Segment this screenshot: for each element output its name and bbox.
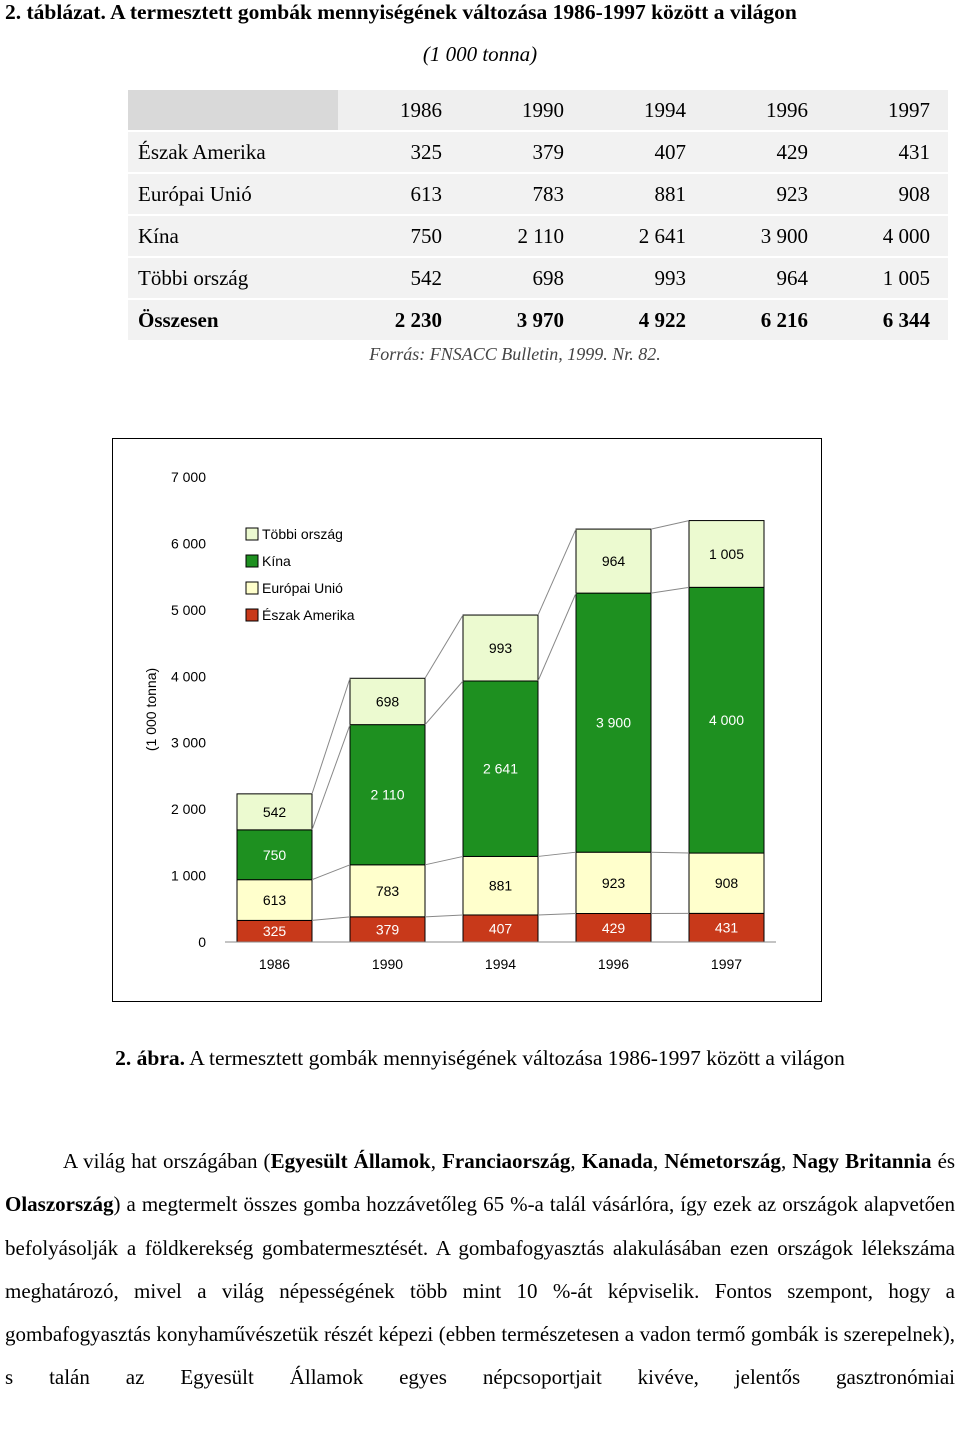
country-name: Franciaország (442, 1149, 571, 1173)
y-tick-label: 0 (198, 934, 206, 950)
paragraph-segment: és (931, 1149, 956, 1173)
series-line (312, 917, 350, 921)
table-cell: 2 230 (338, 300, 460, 340)
paragraph-segment: , (780, 1149, 793, 1173)
data-label: 429 (601, 919, 626, 936)
table-source: Forrás: FNSACC Bulletin, 1999. Nr. 82. (369, 344, 661, 364)
table-cell: 542 (338, 258, 460, 298)
paragraph-segment: A világ hat országában ( (63, 1149, 271, 1173)
y-tick-label: 1 000 (170, 867, 206, 884)
series-line (651, 521, 689, 530)
series-line (425, 915, 463, 917)
legend-swatch (246, 555, 258, 567)
data-label: 923 (601, 874, 626, 891)
paragraph-segment: , (430, 1149, 443, 1173)
x-tick-label: 1990 (371, 956, 404, 972)
table-header-row (128, 90, 948, 130)
y-tick-label: 7 000 (170, 469, 206, 485)
legend-swatch (246, 528, 258, 540)
legend-swatch (246, 582, 258, 594)
x-tick-label: 1996 (597, 956, 630, 972)
row-label: Észak Amerika (128, 132, 338, 172)
table-row (128, 258, 948, 298)
table-corner-cell (128, 90, 338, 130)
table-cell: 2 641 (582, 216, 704, 256)
data-label: 407 (488, 920, 513, 937)
table-row (128, 216, 948, 256)
data-label: 1 005 (708, 545, 745, 562)
data-label: 4 000 (708, 712, 745, 729)
data-label: 2 641 (482, 760, 519, 777)
table-cell: 431 (826, 132, 948, 172)
country-name: Olaszország (5, 1192, 114, 1217)
table-cell: 908 (826, 174, 948, 214)
y-tick-label: 2 000 (170, 801, 206, 818)
data-label: 698 (375, 693, 400, 710)
series-line (651, 587, 689, 593)
series-line (425, 681, 463, 725)
data-label: 3 900 (595, 714, 632, 731)
table-row (128, 174, 948, 214)
y-tick-label: 5 000 (170, 601, 206, 618)
paragraph-segment: , (652, 1149, 665, 1173)
series-line (538, 914, 576, 915)
data-label: 881 (488, 877, 513, 894)
total-row (128, 300, 948, 340)
legend-label: Kína (262, 553, 291, 569)
table-cell: 3 900 (704, 216, 826, 256)
table-cell: 407 (582, 132, 704, 172)
table-cell: 964 (704, 258, 826, 298)
table-unit: (1 000 tonna) (422, 42, 538, 66)
country-name: Kanada (581, 1149, 653, 1173)
table-cell: 881 (582, 174, 704, 214)
table-cell: 325 (338, 132, 460, 172)
table-cell: 613 (338, 174, 460, 214)
chart-svg (113, 439, 820, 1000)
year-header: 1996 (704, 90, 826, 130)
y-tick-label: 6 000 (170, 535, 206, 552)
table-cell: 6 344 (826, 300, 948, 340)
table-cell: 4 922 (582, 300, 704, 340)
x-tick-label: 1997 (710, 956, 743, 972)
table-cell: 1 005 (826, 258, 948, 298)
paragraph-segment: , (570, 1149, 582, 1173)
data-label: 613 (262, 892, 287, 909)
data-label: 750 (262, 846, 287, 863)
row-label: Többi ország (128, 258, 338, 298)
series-line (538, 593, 576, 681)
data-label: 542 (262, 803, 287, 820)
table-title: 2. táblázat. A termesztett gombák mennyiségének változása 1986-1997 között a világon (5, 0, 797, 24)
table-cell: 429 (704, 132, 826, 172)
x-tick-label: 1986 (258, 956, 291, 972)
y-axis-label: (1 000 tonna) (143, 667, 159, 752)
table-cell: 993 (582, 258, 704, 298)
figure-number: 2. ábra. (115, 1046, 186, 1070)
y-tick-label: 3 000 (170, 734, 206, 751)
stacked-bar-chart (112, 438, 822, 1002)
table-cell: 923 (704, 174, 826, 214)
table-cell: 4 000 (826, 216, 948, 256)
year-header: 1990 (460, 90, 582, 130)
series-line (425, 856, 463, 864)
table-cell: 6 216 (704, 300, 826, 340)
series-line (538, 529, 576, 615)
series-line (538, 852, 576, 856)
country-name: Egyesült Államok (270, 1149, 431, 1173)
legend-swatch (246, 609, 258, 621)
paragraph-text (5, 1140, 955, 1400)
figure-caption-text: A termesztett gombák mennyiségének változása 1986-1997 között a világon (189, 1046, 845, 1070)
data-label: 908 (714, 875, 739, 892)
table-cell: 783 (460, 174, 582, 214)
data-label: 2 110 (370, 786, 405, 803)
row-label: Európai Unió (128, 174, 338, 214)
data-label: 993 (488, 640, 513, 657)
data-label: 431 (714, 919, 739, 936)
table-cell: 2 110 (460, 216, 582, 256)
series-line (312, 865, 350, 880)
row-label: Kína (128, 216, 338, 256)
table-cell: 698 (460, 258, 582, 298)
mushroom-production-table (128, 88, 948, 342)
data-label: 783 (375, 882, 400, 899)
row-label: Összesen (128, 300, 338, 340)
table-row (128, 132, 948, 172)
table-cell: 750 (338, 216, 460, 256)
body-paragraph (5, 1140, 955, 1400)
y-tick-label: 4 000 (170, 668, 206, 685)
year-header: 1994 (582, 90, 704, 130)
figure-caption (0, 1046, 960, 1071)
legend-label: Észak Amerika (262, 607, 355, 623)
year-header: 1986 (338, 90, 460, 130)
data-label: 325 (262, 923, 287, 940)
data-label: 964 (601, 553, 626, 570)
country-name: Nagy Britannia (792, 1149, 932, 1173)
year-header: 1997 (826, 90, 948, 130)
paragraph-segment: ) a megtermelt összes gomba hozzávetőleg 65 %-a talál vásárlóra, így ezek az országok alapvetően befolyásolják a földkerekség gombatermesztését. A gombafogyasztás alakulásában ezen országok lélekszáma meghatározó, mivel a világ népességének több mint 10 %-át képviselik. Fontos szempont, hogy a gombafogyasztás konyhaművészetük részét képezi (ebben természetesen a vadon termő gombák is szerepelnek), s talán az Egyesült Államok egyes népcsoportjait kivéve, jelentős gasztronómiai (5, 1192, 955, 1390)
x-tick-label: 1994 (484, 956, 517, 972)
series-line (651, 852, 689, 853)
table-cell: 3 970 (460, 300, 582, 340)
series-line (425, 615, 463, 678)
data-label: 379 (375, 921, 400, 938)
legend-label: Többi ország (262, 526, 343, 542)
table-cell: 379 (460, 132, 582, 172)
legend-label: Európai Unió (262, 580, 343, 596)
country-name: Németország (664, 1149, 781, 1173)
